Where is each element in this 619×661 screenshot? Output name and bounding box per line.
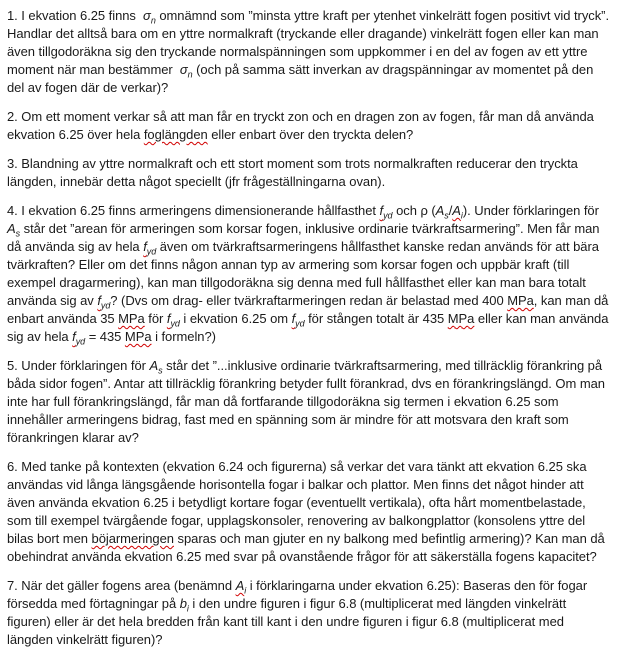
text-run: 4. I ekvation 6.25 finns armeringens dimensionerande hållfasthet bbox=[7, 203, 380, 218]
text-run: omnämnd som ”minsta yttre kraft per ytenhet vinkelrätt fogen positivt vid tryck”. Handlar det alltså bara om en yttre normalkraft (tryckande eller dragande) vinkelrätt fogen eller kan man även tillgodoräkna sig den tryckande normalspänningen som uppkommer i en del av fogen av ett yttre moment när man bestämmer bbox=[7, 8, 613, 77]
math-variable-base: A bbox=[7, 221, 16, 236]
math-variable-subscript: yd bbox=[75, 336, 86, 347]
math-variable-subscript: s bbox=[158, 365, 163, 376]
paragraph-5 bbox=[7, 357, 613, 447]
math-variable bbox=[72, 329, 86, 347]
text-run: 7. När det gäller fogens area (benämnd bbox=[7, 578, 236, 593]
math-variable bbox=[97, 293, 111, 311]
paragraph-6 bbox=[7, 458, 613, 566]
document-body bbox=[7, 7, 613, 649]
text-run: även om tvärkraftsarmeringens hållfasthet kanske redan används för att bära tvärkraften? Eller om det finns någon annan typ av armering som korsar fogen och uppbär kraft (till exempel dragarmering), kan man tillgodoräkna sig denna med full hållfasthet eller kan man bara totalt använda sig av bbox=[7, 239, 603, 308]
math-variable-base: f bbox=[379, 203, 384, 218]
math-variable-base: σ bbox=[143, 8, 151, 23]
paragraph-1 bbox=[7, 7, 613, 97]
math-variable bbox=[149, 358, 163, 376]
text-run: ? (Dvs om drag- eller tvärkraftarmeringen redan är belastad med 400 bbox=[110, 293, 508, 308]
math-variable-base: A bbox=[235, 578, 245, 593]
math-variable bbox=[7, 221, 21, 239]
math-variable bbox=[452, 203, 463, 221]
math-variable bbox=[143, 8, 156, 26]
math-variable-subscript: n bbox=[187, 69, 193, 80]
math-variable-subscript: yd bbox=[383, 210, 393, 221]
math-variable-subscript: i bbox=[460, 210, 463, 221]
math-variable-base: A bbox=[452, 203, 461, 218]
text-run: 1. I ekvation 6.25 finns bbox=[7, 8, 144, 23]
text-run: i den undre figuren i figur 6.8 (multiplicerat med längden vinkelrätt figuren) eller är det hela bredden från kant till kant i den undre figuren i figur 6.8 (multiplicerat med längden vinkelrätt figuren)? bbox=[7, 596, 570, 647]
text-run: sparas och man gjuter en ny balkong med befintlig armering)? Kan man då obehindrat använda ekvation 6.25 med svar på ovanstående frågor för att säkerställa fogens kapacitet? bbox=[7, 531, 609, 564]
text-run: och ρ ( bbox=[392, 203, 436, 218]
math-variable bbox=[435, 203, 449, 221]
math-variable bbox=[235, 578, 247, 596]
math-variable-subscript: i bbox=[186, 603, 189, 614]
math-variable-base: f bbox=[97, 293, 101, 308]
math-variable-subscript: s bbox=[15, 228, 21, 239]
math-variable-subscript: s bbox=[444, 210, 449, 221]
text-run: = 435 bbox=[85, 329, 125, 344]
math-variable-base: σ bbox=[179, 62, 188, 77]
math-variable-subscript: yd bbox=[100, 300, 111, 311]
text-run: i formeln?) bbox=[151, 329, 216, 344]
misspelled-word: MPa bbox=[124, 329, 152, 344]
misspelled-word: MPa bbox=[118, 311, 145, 326]
math-variable bbox=[379, 203, 393, 221]
text-run: för stången totalt är 435 bbox=[304, 311, 448, 326]
misspelled-word: MPa bbox=[507, 293, 534, 308]
math-variable-base: f bbox=[166, 311, 171, 326]
misspelled-word: böjarmeringen bbox=[91, 531, 174, 546]
text-run: , kan man då enbart använda 35 bbox=[7, 293, 612, 326]
paragraph-4 bbox=[7, 202, 613, 346]
text-run: 3. Blandning av yttre normalkraft och ett stort moment som trots normalkraften reducerar den tryckta längden, innebär detta något speciellt (jfr frågeställningarna ovan). bbox=[7, 156, 582, 189]
text-run: i ekvation 6.25 om bbox=[179, 311, 292, 326]
text-run: (och på samma sätt inverkan av dragspänningar av momentet på den del av fogen där de verkar)? bbox=[7, 62, 597, 95]
paragraph-7 bbox=[7, 577, 613, 649]
text-run: eller enbart över den tryckta delen? bbox=[207, 127, 414, 142]
text-run: står det ”arean för armeringen som korsar fogen, inklusive ordinarie tvärkraftsarmering”. Men får man då använda sig av hela bbox=[7, 221, 604, 254]
math-variable-subscript: yd bbox=[170, 318, 180, 329]
math-variable-subscript: yd bbox=[146, 246, 157, 257]
text-run: eller kan man använda sig av hela bbox=[7, 311, 612, 344]
text-run: står det ”...inklusive ordinarie tvärkraftsarmering, med tillräcklig förankring på båda sidor fogen”. Antar att tillräcklig förankring betyder fullt förankrad, dvs en förankringslängd. Om man inte har full förankringslängd, får man då fortfarande tillgodoräkna sig termen i ekvation 6.25 som innehåller armeringens bidrag, fast med en spänning som är mindre för att motsvara den kraft som förankringen klarar av? bbox=[7, 358, 609, 445]
math-variable-subscript: yd bbox=[295, 318, 305, 329]
misspelled-word: MPa bbox=[447, 311, 475, 326]
math-variable-base: f bbox=[291, 311, 296, 326]
math-variable bbox=[291, 311, 305, 329]
math-variable-subscript: n bbox=[150, 15, 156, 26]
text-run: ). Under förklaringen för bbox=[462, 203, 603, 218]
text-run: 2. Om ett moment verkar så att man får en tryckt zon och en dragen zon av fogen, får man då använda ekvation 6.25 över hela bbox=[7, 109, 598, 142]
misspelled-word: foglängden bbox=[143, 127, 208, 142]
math-variable bbox=[143, 239, 157, 257]
text-run: för bbox=[144, 311, 167, 326]
math-variable-base: A bbox=[435, 203, 445, 218]
paragraph-3 bbox=[7, 155, 613, 191]
math-variable bbox=[166, 311, 180, 329]
text-run: / bbox=[448, 203, 453, 218]
math-variable bbox=[179, 596, 189, 614]
paragraph-2 bbox=[7, 108, 613, 144]
math-variable-base: A bbox=[149, 358, 159, 373]
text-run: i förklaringarna under ekvation 6.25): Baseras den för fogar försedda med förtagningar på bbox=[7, 578, 591, 611]
text-run: 5. Under förklaringen för bbox=[7, 358, 150, 373]
text-run: 6. Med tanke på kontexten (ekvation 6.24 och figurerna) så verkar det vara tänkt att ekvation 6.25 ska användas vid långa längsgående horisontella fogar i balkar och plattor. Men finns det något hinder att även använda ekvation 6.25 i betydligt kortare fogar (eventuellt vertikala), ofta hårt momentbelastade, som till exempel tvärgående fogar, upplagskonsoler, renovering av balkongplattor (konsolens yttre del bilas bort men bbox=[7, 459, 591, 546]
math-variable-base: f bbox=[143, 239, 147, 254]
math-variable-base: b bbox=[179, 596, 187, 611]
math-variable-base: f bbox=[72, 329, 76, 344]
math-variable-subscript: i bbox=[244, 585, 247, 596]
math-variable bbox=[179, 62, 193, 80]
